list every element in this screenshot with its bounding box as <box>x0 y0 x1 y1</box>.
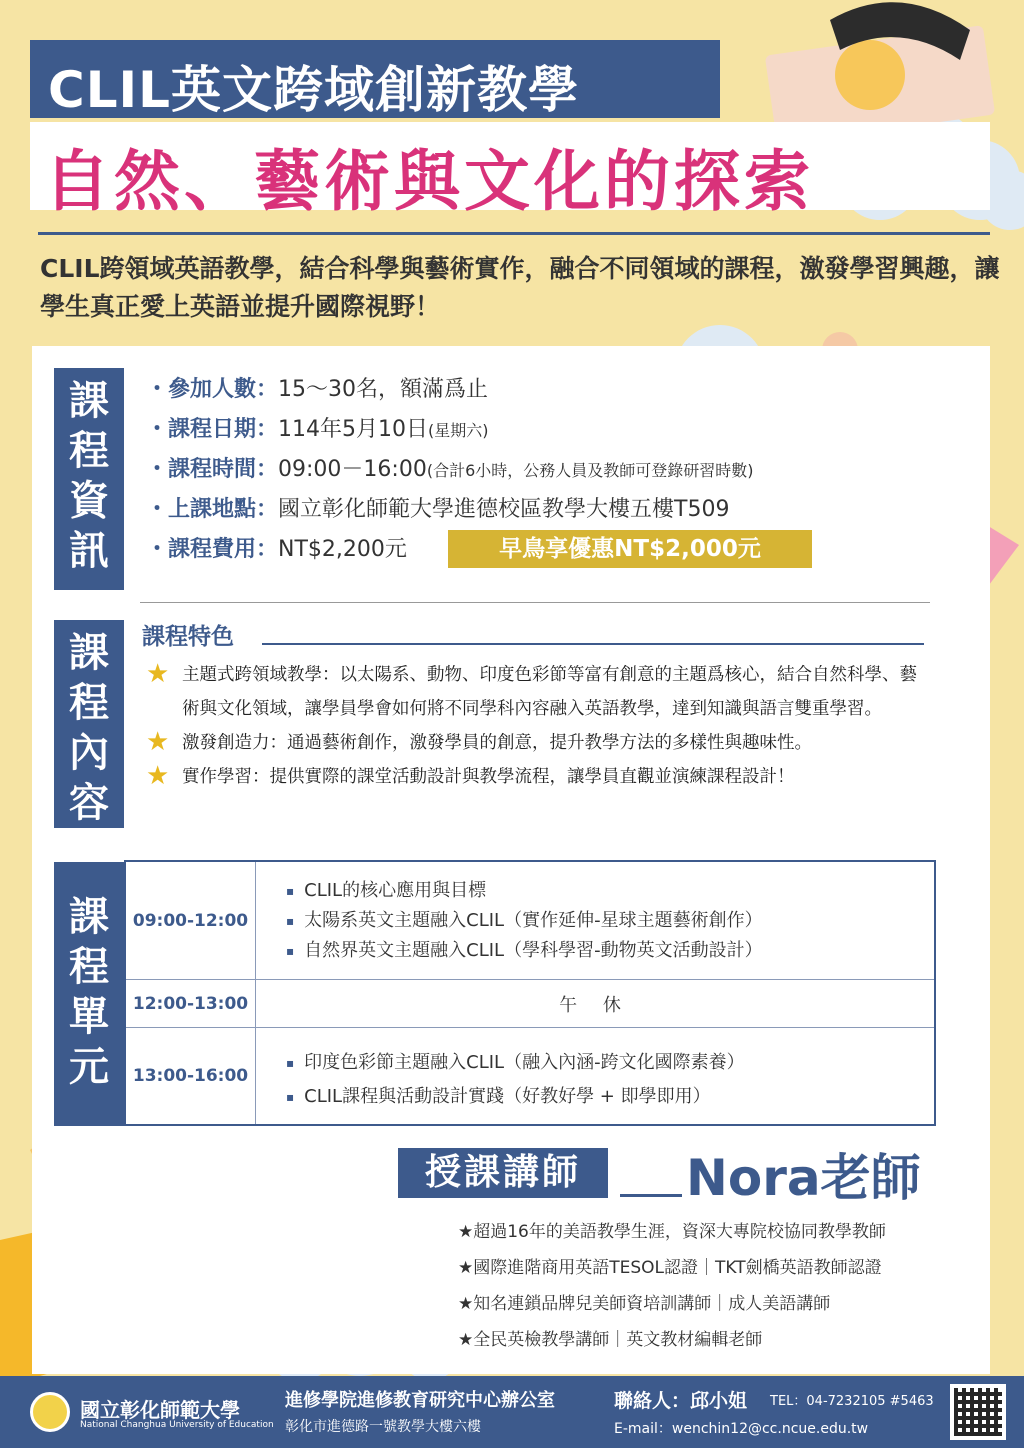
section-tag-content: 課程內容 <box>54 620 124 828</box>
info-note: (星期六) <box>428 421 489 440</box>
intro-text: CLIL跨領域英語教學，結合科學與藝術實作，融合不同領域的課程，激發學習興趣，讓學生真正愛上英語並提升國際視野！ <box>40 254 1000 321</box>
university-name-en: National Changhua University of Education <box>80 1420 274 1430</box>
girl-reading-illustration <box>730 0 1024 140</box>
table-row <box>126 1028 934 1124</box>
info-note: (合計6小時，公務人員及教師可登錄研習時數) <box>426 461 754 480</box>
schedule-items <box>286 1046 745 1114</box>
features-heading-line <box>262 643 924 645</box>
university-logo <box>30 1392 70 1432</box>
page-subtitle: 自然、藝術與文化的探索 <box>44 143 814 220</box>
qr-code[interactable] <box>950 1384 1006 1440</box>
subtitle-box <box>30 122 990 220</box>
table-row <box>126 862 934 980</box>
star-icon: ★ <box>146 761 170 791</box>
list-item <box>146 726 926 760</box>
schedule-items <box>286 876 763 966</box>
university-name: 國立彰化師範大學 <box>80 1398 240 1422</box>
list-item: ★全民英檢教學講師｜英文教材編輯老師 <box>458 1330 763 1350</box>
info-value: 09:00－16:00 <box>278 457 427 482</box>
contact-person: 聯絡人：邱小姐 <box>614 1390 748 1412</box>
footer <box>0 1376 1024 1448</box>
info-row-location <box>146 492 754 532</box>
list-item: ▪ 太陽系英文主題融入CLIL（實作延伸-星球主題藝術創作） <box>286 906 763 936</box>
list-item: ▪ 自然界英文主題融入CLIL（學科學習-動物英文活動設計） <box>286 936 763 966</box>
page-title: CLIL英文跨域創新教學 <box>48 61 580 119</box>
info-row-date <box>146 412 754 452</box>
instructor-label: 授課講師 <box>398 1148 608 1198</box>
section-tag-units: 課程單元 <box>54 862 124 1126</box>
section-divider <box>140 602 930 603</box>
schedule-time: 13:00-16:00 <box>126 1028 256 1124</box>
feature-text: 實作學習：提供實際的課堂活動設計與教學流程，讓學員直觀並演練課程設計！ <box>182 767 795 787</box>
contact-email[interactable]: E-mail：wenchin12@cc.ncue.edu.tw <box>614 1421 869 1437</box>
info-row-time <box>146 452 754 492</box>
contact-phone: TEL：04-7232105 #5463 <box>770 1394 934 1409</box>
info-value: NT$2,200元 <box>278 537 407 562</box>
office-name: 進修學院進修教育研究中心辦公室 <box>285 1390 555 1411</box>
early-bird-badge: 早鳥享優惠NT$2,000元 <box>448 530 812 568</box>
info-value: 114年5月10日 <box>278 417 428 442</box>
list-item: ★知名連鎖品牌兒美師資培訓講師｜成人美語講師 <box>458 1294 831 1314</box>
section-tag-info: 課程資訊 <box>54 368 124 590</box>
info-label: ・參加人數： <box>146 377 279 402</box>
feature-text: 主題式跨領域教學：以太陽系、動物、印度色彩節等富有創意的主題爲核心，結合自然科學、藝術與文化領域，讓學員學會如何將不同學科內容融入英語教學，達到知識與語言雙重學習。 <box>182 665 917 719</box>
instructor-name: Nora老師 <box>686 1149 921 1207</box>
list-item: ★國際進階商用英語TESOL認證｜TKT劍橋英語教師認證 <box>458 1258 882 1278</box>
list-item: ▪ CLIL課程與活動設計實踐（好教好學 + 即學即用） <box>286 1080 745 1114</box>
features-list <box>146 658 926 794</box>
info-label: ・課程日期： <box>146 417 279 442</box>
schedule-time: 09:00-12:00 <box>126 862 256 979</box>
star-icon: ★ <box>146 659 170 689</box>
info-value: 國立彰化師範大學進德校區教學大樓五樓T509 <box>278 497 730 522</box>
office-address: 彰化市進德路一號教學大樓六樓 <box>285 1419 481 1435</box>
title-divider <box>38 232 990 235</box>
star-icon: ★ <box>146 727 170 757</box>
info-row-participants <box>146 372 754 412</box>
list-item <box>146 658 926 726</box>
list-item <box>146 760 926 794</box>
schedule-time: 12:00-13:00 <box>126 980 256 1027</box>
title-banner <box>30 40 720 118</box>
features-heading: 課程特色 <box>142 624 234 650</box>
info-label: ・課程時間： <box>146 457 279 482</box>
lunch-label: 午 休 <box>559 994 631 1016</box>
schedule-table <box>124 860 936 1126</box>
feature-text: 激發創造力：通過藝術創作，激發學員的創意，提升教學方法的多樣性與趣味性。 <box>182 733 812 753</box>
info-label: ・課程費用： <box>146 537 279 562</box>
list-item: ★超過16年的美語教學生涯，資深大專院校協同教學教師 <box>458 1222 886 1242</box>
list-item: ▪ 印度色彩節主題融入CLIL（融入內涵-跨文化國際素養） <box>286 1046 745 1080</box>
list-item: ▪ CLIL的核心應用與目標 <box>286 876 763 906</box>
info-label: ・上課地點： <box>146 497 279 522</box>
instructor-credentials <box>458 1214 886 1358</box>
info-value: 15～30名，額滿爲止 <box>278 377 489 402</box>
table-row <box>126 980 934 1028</box>
instructor-underline <box>620 1194 682 1197</box>
